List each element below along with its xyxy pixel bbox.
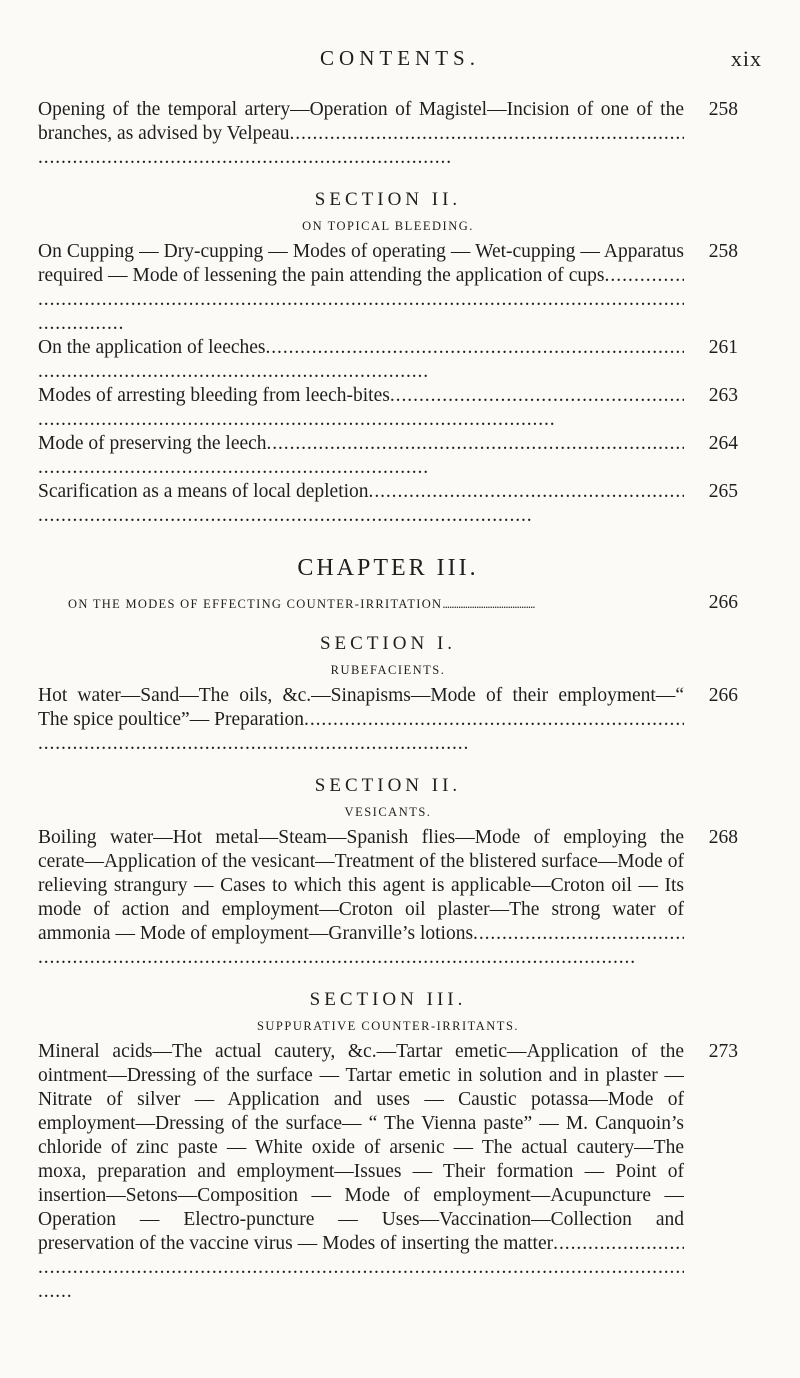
toc-entry-page: 258: [708, 241, 738, 262]
page-number: xix: [730, 46, 762, 71]
page-title: CONTENTS.: [320, 46, 480, 70]
toc-entry-text: On the application of leeches . . .: [38, 336, 684, 384]
toc-entry-text: Opening of the temporal artery—Operation of Magistel—Incision of one of the branches, as advised by Velpeau . . .: [38, 98, 684, 170]
toc-entry: [38, 240, 738, 336]
section-heading: SECTION I.: [319, 633, 457, 654]
toc-entry-page: 265: [708, 481, 738, 502]
section-heading: SECTION III.: [309, 989, 467, 1010]
toc-entry: [38, 336, 738, 384]
toc-entry: [38, 384, 738, 432]
toc-entry-page: 264: [708, 433, 738, 454]
toc-entry-page: 261: [708, 337, 738, 358]
toc-entry: [38, 98, 738, 170]
chapter-subheading: [38, 592, 738, 614]
contents-body: [38, 98, 738, 1304]
toc-entry-page: 268: [708, 827, 738, 848]
section-heading: SECTION II.: [314, 189, 462, 210]
section-subheading: SUPPURATIVE COUNTER-IRRITANTS.: [256, 1019, 520, 1033]
toc-entry-page: 263: [708, 385, 738, 406]
chapter-page: 266: [708, 592, 738, 613]
section-subheading: ON TOPICAL BLEEDING.: [302, 219, 474, 233]
toc-entry-text: Mineral acids—The actual cautery, &c.—Tartar emetic—Application of the ointment—Dressing of the surface — Tartar emetic in solution and in plaster — Nitrate of silver — Application and uses — Caustic potassa—Mode of employment—Dressing of the surface— “ The Vienna paste” — M. Canquoin’s chloride of zinc paste — White oxide of arsenic — The actual cautery—The moxa, preparation and employment—Issues — Their formation — Point of insertion—Setons—Composition — Mode of employment—Acupuncture —Operation — Electro-puncture — Uses—Vaccination—Collection and preservation of the vaccine virus — Modes of inserting the matter . . .: [38, 1040, 684, 1304]
toc-entry-text: Modes of arresting bleeding from leech-bites . . .: [38, 384, 684, 432]
chapter-heading: CHAPTER III.: [297, 555, 479, 581]
section-subheading: RUBEFACIENTS.: [330, 663, 446, 677]
toc-entry-page: 266: [708, 685, 738, 706]
toc-entry: [38, 826, 738, 970]
toc-entry-text: Scarification as a means of local depletion . . .: [38, 480, 684, 528]
toc-entry: [38, 432, 738, 480]
section-heading: SECTION II.: [314, 775, 462, 796]
toc-entry-text: Hot water—Sand—The oils, &c.—Sinapisms—Mode of their employment—“ The spice poultice”— Preparation . . .: [38, 684, 684, 756]
running-header: [0, 46, 800, 80]
toc-entry-text: Mode of preserving the leech . . .: [38, 432, 684, 480]
toc-entry: [38, 1040, 738, 1304]
chapter-subheading-text: ON THE MODES OF EFFECTING COUNTER-IRRITATION . . .: [68, 597, 684, 612]
toc-entry-page: 273: [708, 1041, 738, 1062]
toc-entry-text: On Cupping — Dry-cupping — Modes of operating — Wet-cupping — Apparatus required — Mode of lessening the pain attending the application of cups . . .: [38, 240, 684, 336]
toc-entry-text: Boiling water—Hot metal—Steam—Spanish flies—Mode of employing the cerate—Application of the vesicant—Treatment of the blistered surface—Mode of relieving strangury — Cases to which this agent is applicable—Croton oil — Its mode of action and employment—Croton oil plaster—The strong water of ammonia — Mode of employment—Granville’s lotions . . .: [38, 826, 684, 970]
section-subheading: VESICANTS.: [344, 805, 432, 819]
toc-entry: [38, 684, 738, 756]
toc-entry: [38, 480, 738, 528]
toc-entry-page: 258: [708, 99, 738, 120]
